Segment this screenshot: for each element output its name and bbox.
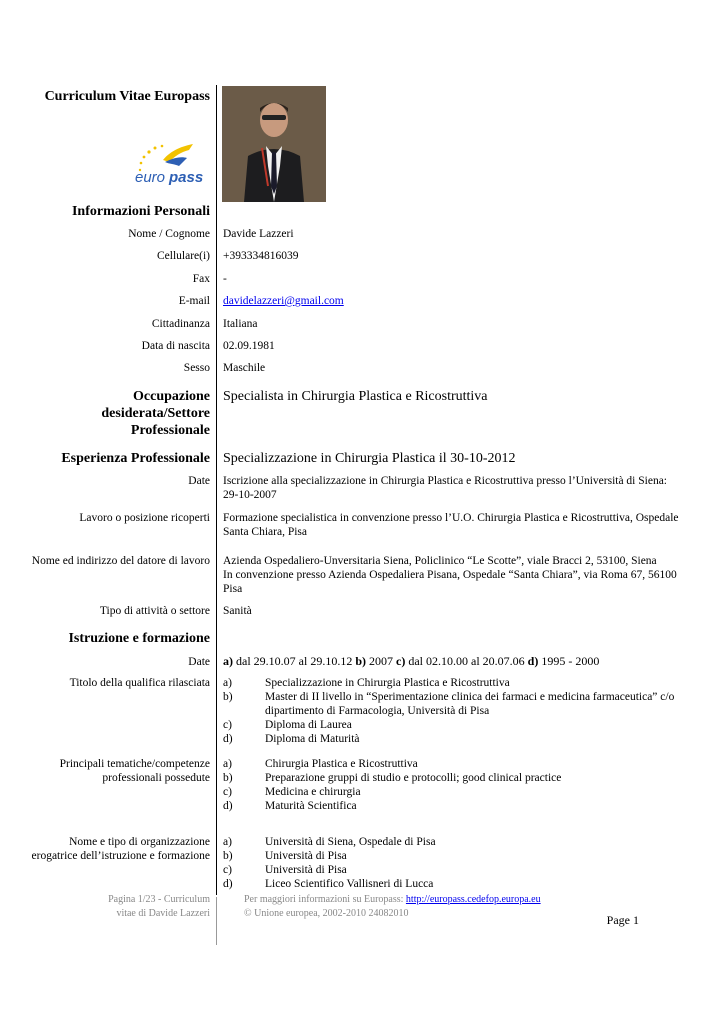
sector-label: Tipo di attività o settore xyxy=(99,605,210,617)
list-item: b) Preparazione gruppi di studio e protocolli; good clinical practice xyxy=(223,772,562,784)
svg-text:euro: euro xyxy=(135,169,166,186)
topics-list xyxy=(223,757,713,813)
section-heading-personal: Informazioni Personali xyxy=(71,204,210,219)
occupation-label: Occupazione desiderata/Settore Professionale xyxy=(101,389,210,438)
experience-date-value: Iscrizione alla specializzazione in Chirurgia Plastica e Ricostruttiva presso l’Università di Siena: 29-10-2007 xyxy=(223,475,667,501)
fax-value: - xyxy=(223,273,227,285)
list-item: a) Chirurgia Plastica e Ricostruttiva xyxy=(223,758,418,770)
employer-label: Nome ed indirizzo del datore di lavoro xyxy=(31,555,210,567)
education-dates: a) dal 29.10.07 al 29.10.12 b) 2007 c) dal 02.10.00 al 20.07.06 d) 1995 - 2000 xyxy=(223,654,600,668)
birthdate-label: Data di nascita xyxy=(141,340,210,352)
cv-title: Curriculum Vitae Europass xyxy=(44,89,210,104)
list-item: c) Medicina e chirurgia xyxy=(223,786,361,798)
qualification-label: Titolo della qualifica rilasciata xyxy=(69,677,210,689)
footer-copyright: © Unione europea, 2002-2010 24082010 xyxy=(244,908,409,919)
logo-wordmark: pass xyxy=(169,169,204,186)
list-item: a) Università di Siena, Ospedale di Pisa xyxy=(223,836,436,848)
footer-info: Per maggiori informazioni su Europass: http://europass.cedefop.europa.eu © Unione europea, 2002-2010 24082010 xyxy=(244,894,541,919)
fax-label: Fax xyxy=(192,273,210,285)
organization-list xyxy=(223,835,713,891)
citizenship-value: Italiana xyxy=(223,318,258,330)
experience-heading-value: Specializzazione in Chirurgia Plastica il 30-10-2012 xyxy=(223,451,516,466)
education-date-label: Date xyxy=(188,656,210,668)
europass-link[interactable]: http://europass.cedefop.europa.eu xyxy=(405,894,541,905)
organization-label: Nome e tipo di organizzazione erogatrice dell’istruzione e formazione xyxy=(31,836,210,862)
sector-value: Sanità xyxy=(223,605,252,617)
list-item: a) Specializzazione in Chirurgia Plastica e Ricostruttiva xyxy=(223,677,510,689)
topics-label: Principali tematiche/competenze professionali possedute xyxy=(59,758,210,784)
email-link[interactable]: davidelazzeri@gmail.com xyxy=(223,295,344,307)
mobile-label: Cellulare(i) xyxy=(156,250,210,262)
job-value: Formazione specialistica in convenzione presso l’U.O. Chirurgia Plastica e Ricostruttiva, Ospedale Santa Chiara, Pisa xyxy=(223,512,679,538)
list-item: c) Università di Pisa xyxy=(223,864,347,876)
section-heading-experience: Esperienza Professionale xyxy=(61,451,210,466)
name-value: Davide Lazzeri xyxy=(223,228,294,240)
qualification-list xyxy=(223,676,713,746)
list-item: d) Liceo Scientifico Vallisneri di Lucca xyxy=(223,878,434,890)
name-label: Nome / Cognome xyxy=(128,228,210,240)
email-label: E-mail xyxy=(178,295,210,307)
list-item: c) Diploma di Laurea xyxy=(223,719,352,731)
footer-divider xyxy=(216,897,217,945)
mobile-value: +393334816039 xyxy=(223,250,299,262)
page-number: Page 1 xyxy=(606,913,639,927)
occupation-value: Specialista in Chirurgia Plastica e Ricostruttiva xyxy=(223,389,488,404)
profile-photo xyxy=(222,86,326,202)
list-item: d) Diploma di Maturità xyxy=(223,733,360,745)
list-item: d) Maturità Scientifica xyxy=(223,800,357,812)
sex-label: Sesso xyxy=(183,362,210,374)
employer-value: Azienda Ospedaliero-Unversitaria Siena, Policlinico “Le Scotte”, viale Bracci 2, 53100, Siena In convenzione presso Azienda Ospedaliera Pisana, Ospedale “Santa Chiara”, via Roma 67, 56100 Pisa xyxy=(223,555,677,595)
footer-page-info: Pagina 1/23 - Curriculum vitae di Davide Lazzeri xyxy=(108,894,210,919)
birthdate-value: 02.09.1981 xyxy=(223,340,275,352)
list-item: b) Università di Pisa xyxy=(223,850,347,862)
europass-logo xyxy=(135,140,215,188)
section-heading-education: Istruzione e formazione xyxy=(68,631,210,646)
citizenship-label: Cittadinanza xyxy=(151,318,210,330)
list-item: b) Master di II livello in “Sperimentazione clinica dei farmaci e medicina farmaceutica” c/o dipartimento di Farmacologia, Università di Pisa xyxy=(223,691,675,717)
job-label: Lavoro o posizione ricoperti xyxy=(79,512,210,524)
column-divider xyxy=(216,85,217,895)
sex-value: Maschile xyxy=(223,362,266,374)
experience-date-label: Date xyxy=(188,475,210,487)
